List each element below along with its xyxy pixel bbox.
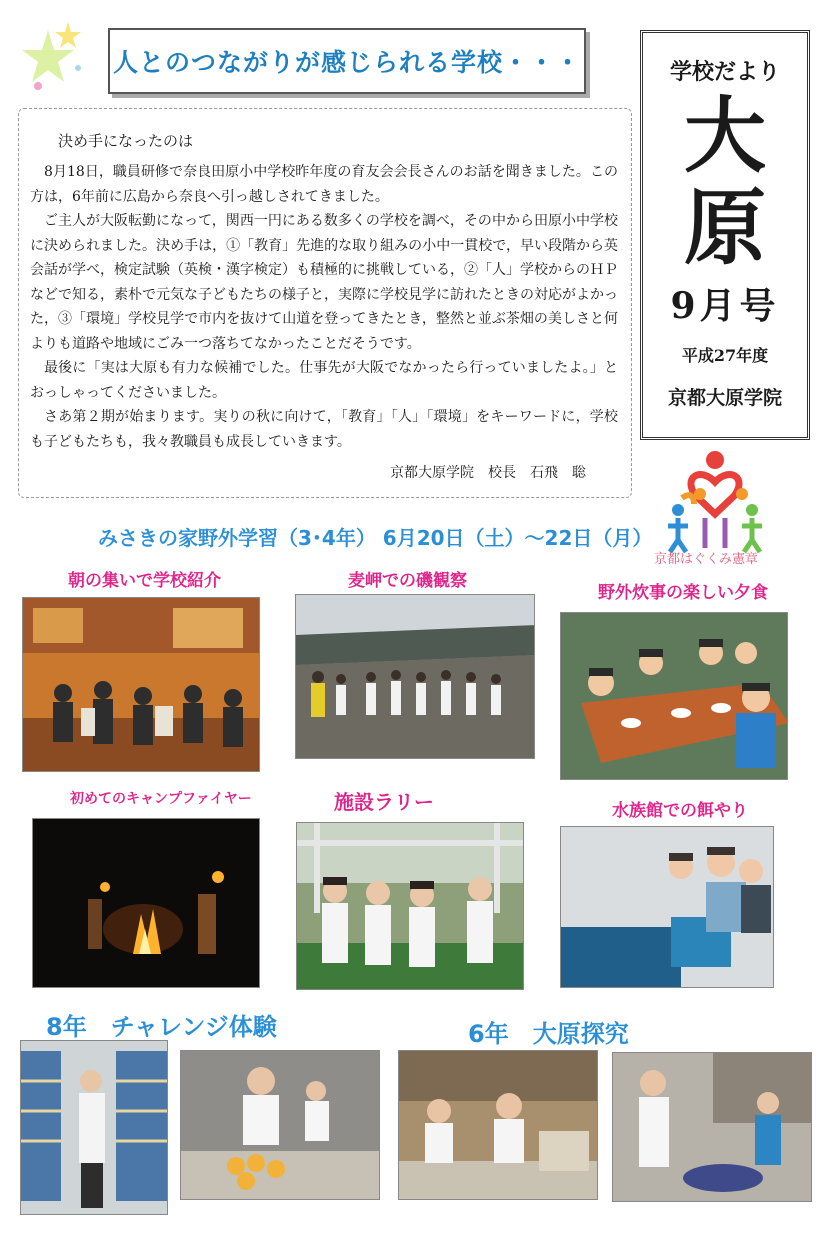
message-paragraph: 8月18日，職員研修で奈良田原小中学校昨年度の育友会会長さんのお話を聞きました。この方は，6年前に広島から奈良へ引っ越しされてきました。 — [30, 164, 618, 205]
challenge-section-heading: 8年 チャレンジ体験 — [46, 1013, 277, 1041]
page-title: 人とのつながりが感じられる学校・・・ — [112, 48, 581, 77]
photo-caption: 麦岬での磯観察 — [348, 571, 467, 591]
message-signature: 京都大原学院 校長 石飛 聡 — [390, 465, 586, 481]
photo-facility-rally — [296, 822, 524, 990]
emblem-label: 京都はぐくみ憲章 — [654, 552, 759, 567]
photo-bookstore-work — [20, 1040, 168, 1215]
photo-caption: 施設ラリー — [334, 790, 434, 814]
photo-shore-observation — [295, 594, 535, 759]
masthead-name-first: 大 — [683, 88, 766, 184]
sparkle-decoration-icon — [18, 20, 98, 100]
hagukumi-charter-logo-icon — [660, 448, 770, 558]
masthead-subtitle: 学校だより — [669, 59, 780, 85]
message-paragraph: さあ第２期が始まります。実りの秋に向けて，「教育」「人」「環境」をキーワードに，学校も子どもたちも，我々教職員も成長していきます。 — [30, 409, 618, 450]
photo-research-cooking — [612, 1052, 812, 1202]
photo-campfire — [32, 818, 260, 988]
photo-outdoor-dinner — [560, 612, 788, 780]
photo-caption: 朝の集いで学校紹介 — [68, 571, 221, 591]
masthead-name-second: 原 — [683, 180, 766, 276]
masthead — [640, 30, 810, 440]
photo-caption: 水族館での餌やり — [612, 801, 748, 821]
research-section-heading: 6年 大原探究 — [468, 1020, 629, 1048]
message-paragraph: 最後に「実は大原も有力な候補でした。仕事先が大阪でなかったら行っていましたよ。」とおっしゃってくださいました。 — [30, 360, 618, 401]
photo-aquarium-feeding — [560, 826, 774, 988]
masthead-issue: 9月号 — [670, 285, 780, 327]
photo-research-interview — [398, 1050, 598, 1200]
photo-caption: 野外炊事の楽しい夕食 — [598, 583, 768, 603]
photo-morning-assembly — [22, 597, 260, 772]
photo-bakery-work — [180, 1050, 380, 1200]
masthead-school: 京都大原学院 — [667, 387, 782, 409]
message-heading: 決め手になったのは — [58, 132, 194, 150]
message-paragraph: ご主人が大阪転勤になって，関西一円にある数多くの学校を調べ，その中から田原小中学校に決められました。決め手は，①「教育」先進的な取り組みの小中一貫校で，早い段階から英会話が学べ，検定試験（英検・漢字検定）も積極的に挑戦している，②「人」学校からのＨＰなどで知る，素朴で元気な子どもたちの様子と，実際に学校見学に訪れたときの対応がよかった，③「環境」学校見学で市内を抜けて山道を登ってきたとき，整然と並ぶ茶畑の美しさと何よりも道路や地域にごみ一つ落ちてなかったことだそうです。 — [30, 213, 618, 352]
title-banner — [108, 28, 586, 94]
camp-section-heading: みさきの家野外学習（3･4年） 6月20日（土）～22日（月） — [98, 526, 653, 550]
photo-caption: 初めてのキャンプファイヤー — [70, 791, 252, 807]
masthead-year: 平成27年度 — [681, 346, 769, 365]
